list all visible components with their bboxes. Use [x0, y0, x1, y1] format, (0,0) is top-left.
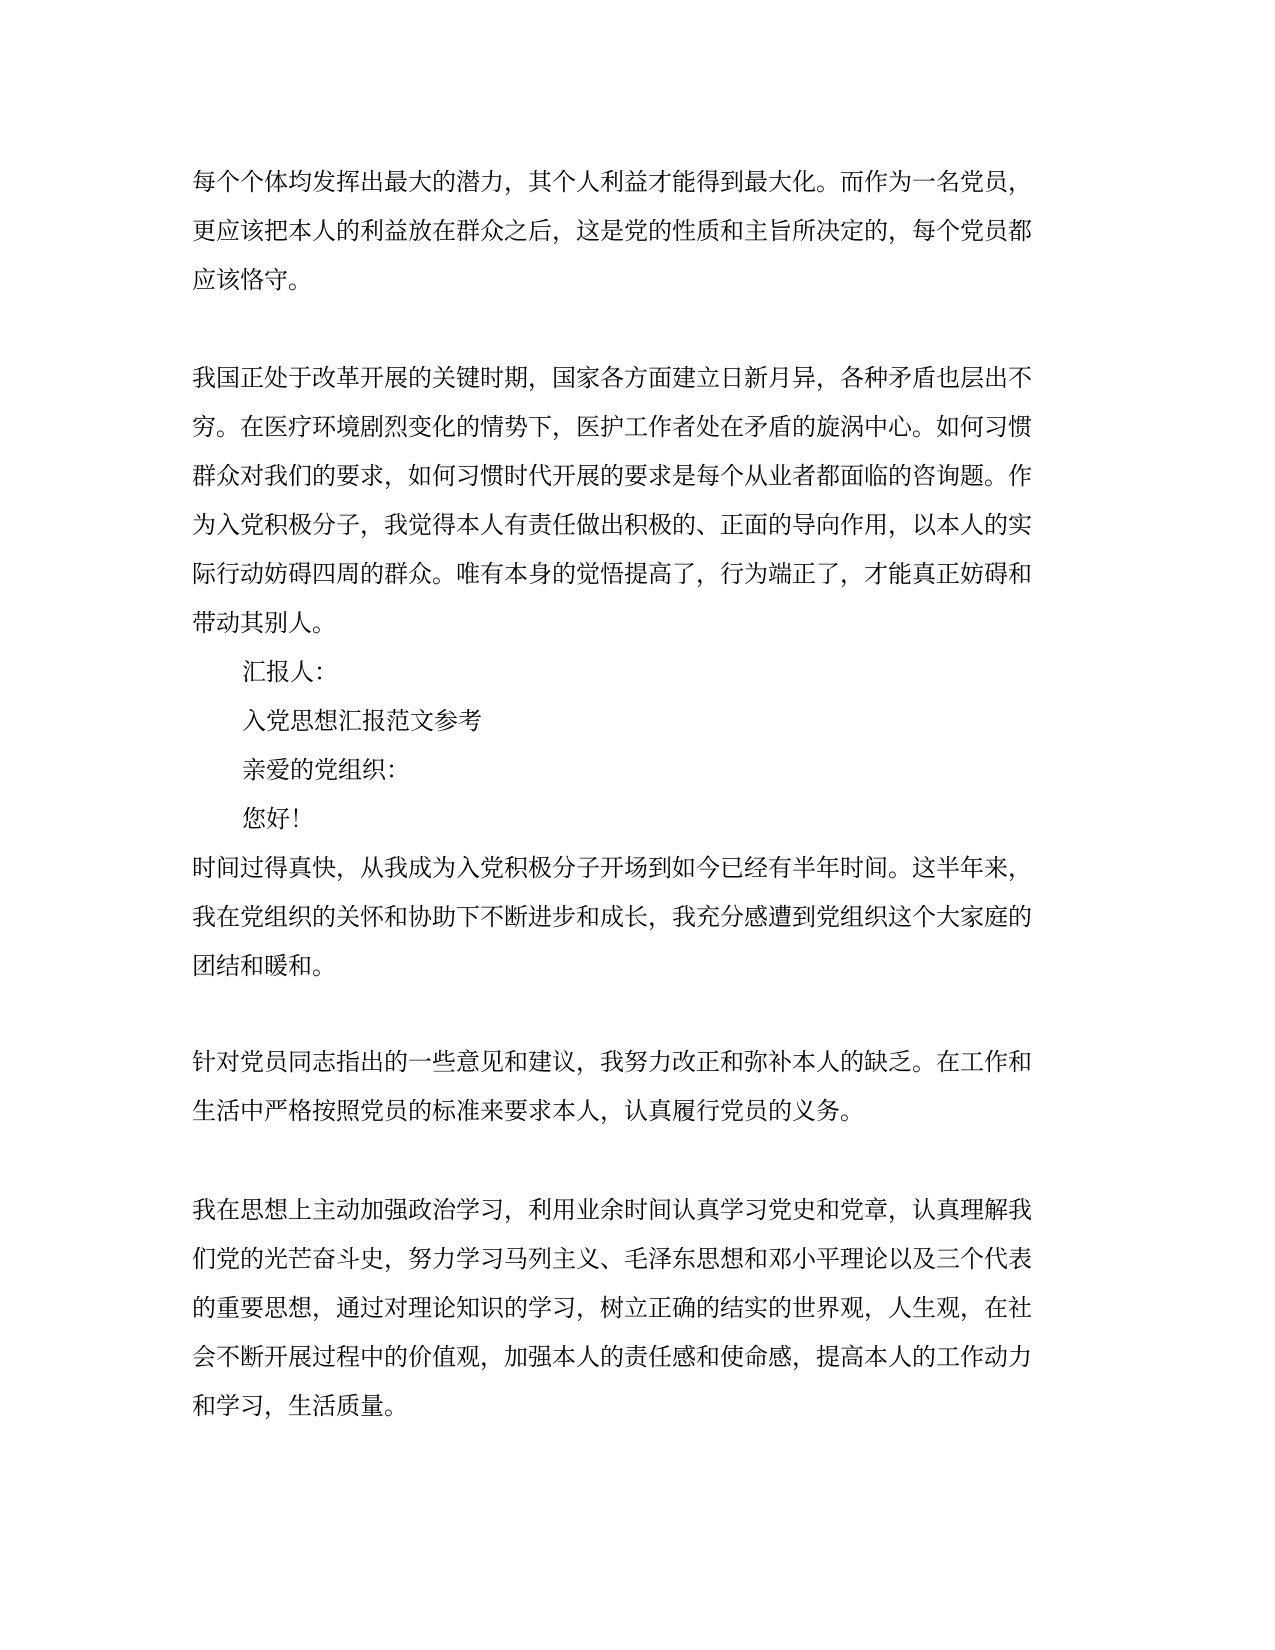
paragraph-line: 群众对我们的要求，如何习惯时代开展的要求是每个从业者都面临的咨询题。作 [192, 462, 1032, 490]
paragraph-line: 时间过得真快，从我成为入党积极分子开场到如今已经有半年时间。这半年来， [192, 854, 1032, 882]
paragraph-line: 针对党员同志指出的一些意见和建议，我努力改正和弥补本人的缺乏。在工作和 [192, 1048, 1032, 1076]
paragraph-line: 生活中严格按照党员的标准来要求本人，认真履行党员的义务。 [192, 1097, 864, 1125]
paragraph-line: 团结和暖和。 [192, 952, 336, 980]
reporter-label: 汇报人： [242, 658, 338, 686]
paragraph-line: 我在思想上主动加强政治学习，利用业余时间认真学习党史和党章，认真理解我 [192, 1196, 1032, 1224]
paragraph-4 [192, 1038, 1072, 1136]
paragraph-line: 应该恪守。 [192, 266, 312, 294]
paragraph-line: 带动其别人。 [192, 609, 336, 637]
paragraph-line: 会不断开展过程中的价值观，加强本人的责任感和使命感，提高本人的工作动力 [192, 1343, 1032, 1371]
paragraph-line: 和学习，生活质量。 [192, 1392, 408, 1420]
paragraph-2 [192, 354, 1072, 844]
letter-salutation: 亲爱的党组织： [242, 756, 410, 784]
paragraph-line: 际行动妨碍四周的群众。唯有本身的觉悟提高了，行为端正了，才能真正妨碍和 [192, 560, 1032, 588]
letter-title: 入党思想汇报范文参考 [242, 707, 482, 735]
paragraph-5 [192, 1186, 1072, 1431]
paragraph-line: 我国正处于改革开展的关键时期，国家各方面建立日新月异，各种矛盾也层出不 [192, 364, 1032, 392]
letter-greeting: 您好！ [242, 805, 314, 833]
paragraph-line: 穷。在医疗环境剧烈变化的情势下，医护工作者处在矛盾的旋涡中心。如何习惯 [192, 413, 1032, 441]
paragraph-line: 的重要思想，通过对理论知识的学习，树立正确的结实的世界观，人生观，在社 [192, 1294, 1032, 1322]
paragraph-line: 我在党组织的关怀和协助下不断进步和成长，我充分感遭到党组织这个大家庭的 [192, 903, 1032, 931]
paragraph-line: 每个个体均发挥出最大的潜力，其个人利益才能得到最大化。而作为一名党员， [192, 168, 1032, 196]
paragraph-line: 们党的光芒奋斗史，努力学习马列主义、毛泽东思想和邓小平理论以及三个代表 [192, 1245, 1032, 1273]
paragraph-1 [192, 158, 1072, 305]
paragraph-line: 更应该把本人的利益放在群众之后，这是党的性质和主旨所决定的，每个党员都 [192, 217, 1032, 245]
paragraph-line: 为入党积极分子，我觉得本人有责任做出积极的、正面的导向作用，以本人的实 [192, 511, 1032, 539]
paragraph-3 [192, 844, 1072, 991]
